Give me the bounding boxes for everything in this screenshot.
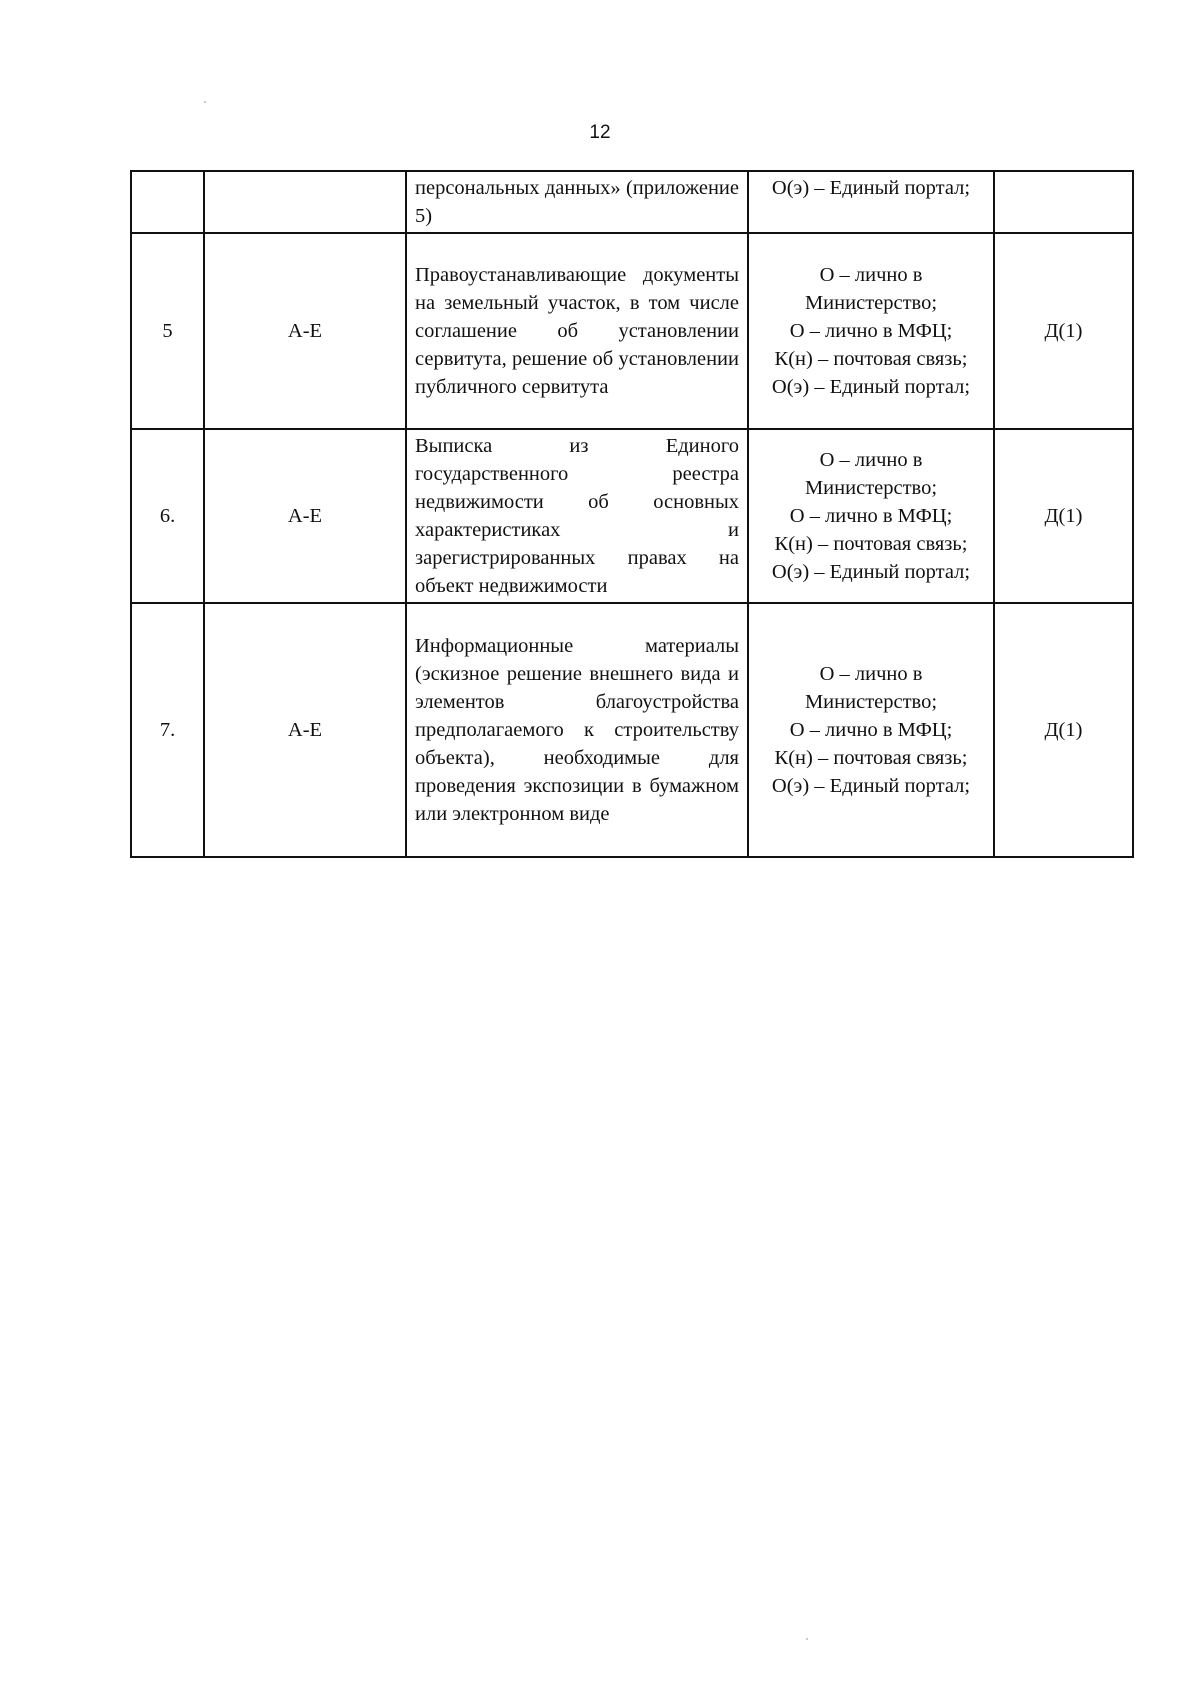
document-description: Информационные материалы (эскизное решение внешнего вида и элементов благоустройства предполагаемого к строительству объекта), необходимые для проведения экспозиции в бумажном или электронном виде — [406, 603, 748, 857]
document-type — [994, 171, 1133, 233]
submission-method: О – лично в — [819, 449, 923, 471]
submission-method: О – лично в — [819, 264, 923, 286]
document-description: персональных данных» (приложение 5) — [406, 171, 748, 233]
row-number: 5 — [131, 233, 204, 429]
submission-method: К(н) – почтовая связь; — [774, 348, 968, 370]
submission-method: Министерство; — [804, 691, 938, 713]
applicant-category — [204, 171, 406, 233]
applicant-category: А-Е — [204, 429, 406, 603]
submission-methods — [748, 171, 994, 233]
table-row — [131, 171, 1133, 233]
submission-method: О(э) – Единый портал; — [771, 561, 971, 583]
submission-method: О – лично в МФЦ; — [789, 719, 953, 741]
submission-methods — [748, 233, 994, 429]
submission-method: О – лично в — [819, 663, 923, 685]
submission-method: К(н) – почтовая связь; — [774, 533, 968, 555]
page-number: 12 — [589, 122, 611, 143]
document-description: Выписка из Единого государственного реестра недвижимости об основных характеристиках и зарегистрированных правах на объект недвижимости — [406, 429, 748, 603]
scan-speck — [204, 101, 206, 103]
submission-methods — [748, 603, 994, 857]
applicant-category: А-Е — [204, 603, 406, 857]
submission-method: К(н) – почтовая связь; — [774, 747, 968, 769]
submission-method: О(э) – Единый портал; — [771, 775, 971, 797]
table-row — [131, 233, 1133, 429]
submission-method: Министерство; — [804, 477, 938, 499]
submission-method: О – лично в МФЦ; — [789, 505, 953, 527]
document-type: Д(1) — [994, 429, 1133, 603]
row-number — [131, 171, 204, 233]
document-type: Д(1) — [994, 233, 1133, 429]
documents-table — [130, 170, 1134, 858]
scan-speck — [806, 1638, 808, 1640]
row-number: 7. — [131, 603, 204, 857]
submission-method: Министерство; — [804, 292, 938, 314]
applicant-category: А-Е — [204, 233, 406, 429]
document-type: Д(1) — [994, 603, 1133, 857]
document-description: Правоустанавливающие документы на земельный участок, в том числе соглашение об установлении сервитута, решение об установлении публичного сервитута — [406, 233, 748, 429]
submission-method: О(э) – Единый портал; — [771, 376, 971, 398]
submission-method: О – лично в МФЦ; — [789, 320, 953, 342]
table-row — [131, 429, 1133, 603]
submission-methods — [748, 429, 994, 603]
table-row — [131, 603, 1133, 857]
row-number: 6. — [131, 429, 204, 603]
submission-method: О(э) – Единый портал; — [771, 177, 971, 199]
